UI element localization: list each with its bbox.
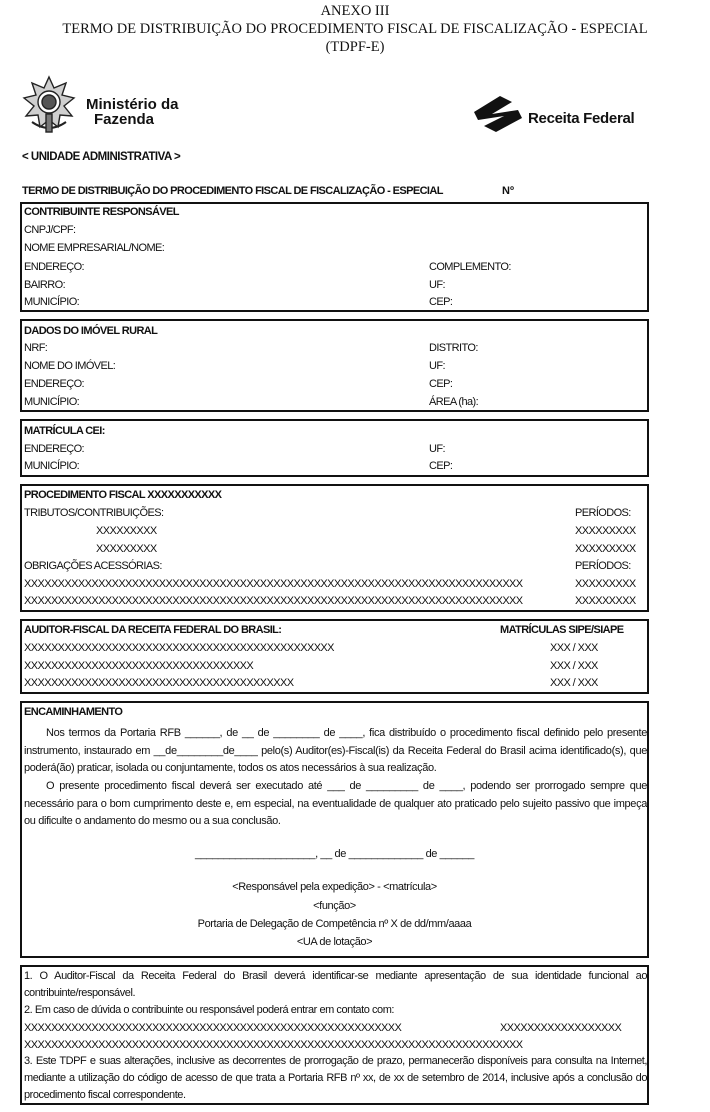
endereco-label: ENDEREÇO:	[24, 378, 84, 390]
cnpj-label: CNPJ/CPF:	[24, 224, 76, 236]
matricula-cei-section	[20, 419, 649, 477]
periodos-label: PERÍODOS:	[575, 507, 631, 519]
ministry-line-2: Fazenda	[94, 111, 155, 128]
auditor-name: XXXXXXXXXXXXXXXXXXXXXXXXXXXXXXXXXXXXXXXXXXXXXX	[24, 642, 334, 654]
encaminhamento-paragraph-1: Nos termos da Portaria RFB ______, de __ de ________ de ____, fica distribuído o procedimento fiscal definido pelo presente instrumento, instaurado em __de________de____ pelo(s) Auditor(es)-Fiscal(is) da Receita Federal do Brasil acima identificado(s), que poderá(ão) praticar, isolada ou conjuntamente, todos os atos necessários à sua realização.	[24, 727, 647, 774]
note-3: 3. Este TDPF e suas alterações, inclusive as decorrentes de prorrogação de prazo, permanecerão disponíveis para consulta na Internet, mediante a utilização do código de acesso de que trata a Portaria RFB nº xx, de xx de setembro de 2014, inclusive após a conclusão do procedimento fiscal correspondente.	[24, 1055, 647, 1101]
coat-of-arms-icon	[20, 74, 78, 141]
notes-section	[20, 965, 649, 1105]
note-2: 2. Em caso de dúvida o contribuinte ou responsável poderá entrar em contato com:	[24, 1004, 395, 1016]
ministry-line-1: Ministério da	[86, 96, 179, 113]
contribuinte-section	[20, 202, 649, 312]
matricula-heading: MATRÍCULA CEI:	[24, 425, 105, 437]
document-subtitle: (TDPF-E)	[325, 39, 385, 55]
auditor-code: XXX / XXX	[550, 677, 598, 689]
ministry-logo-text	[86, 97, 179, 127]
cep-label: CEP:	[429, 296, 453, 308]
receita-federal-logo-icon	[470, 92, 526, 139]
auditor-code: XXX / XXX	[550, 642, 598, 654]
periodo-value: XXXXXXXXX	[575, 525, 636, 537]
auditor-heading: AUDITOR-FISCAL DA RECEITA FEDERAL DO BRASIL:	[24, 624, 282, 636]
auditor-section	[20, 619, 649, 694]
endereco-label: ENDEREÇO:	[24, 443, 84, 455]
municipio-label: MUNICÍPIO:	[24, 296, 80, 308]
contribuinte-heading: CONTRIBUINTE RESPONSÁVEL	[24, 206, 179, 218]
periodo-value: XXXXXXXXX	[575, 578, 636, 590]
periodo-value: XXXXXXXXX	[575, 595, 636, 607]
area-label: ÁREA (ha):	[429, 396, 479, 408]
auditor-name: XXXXXXXXXXXXXXXXXXXXXXXXXXXXXXXXXXXXXXXX	[24, 677, 294, 689]
receita-federal-text: Receita Federal	[528, 110, 635, 127]
portaria-line: Portaria de Delegação de Competência nº X de dd/mm/aaaa	[197, 918, 472, 930]
tributo-value: XXXXXXXXX	[96, 525, 157, 537]
distrito-label: DISTRITO:	[429, 342, 478, 354]
termo-number-label: Nº	[502, 185, 514, 197]
imovel-rural-section	[20, 319, 649, 412]
municipio-label: MUNICÍPIO:	[24, 396, 80, 408]
matriculas-heading: MATRÍCULAS SIPE/SIAPE	[500, 624, 624, 636]
administrative-unit-label: < UNIDADE ADMINISTRATIVA >	[22, 151, 181, 163]
contact-line-2: XXXXXXXXXXXXXXXXXXXXXXXXXXXXXXXXXXXXXXXXXXXXXXXXXXXXXXXXXXXXXXXXXXXXXXXXXX	[24, 1039, 523, 1051]
encaminhamento-section	[20, 701, 649, 958]
encaminhamento-heading: ENCAMINHAMENTO	[24, 706, 123, 718]
contact-line-1a: XXXXXXXXXXXXXXXXXXXXXXXXXXXXXXXXXXXXXXXXXXXXXXXXXXXXXXXX	[24, 1022, 402, 1034]
auditor-name: XXXXXXXXXXXXXXXXXXXXXXXXXXXXXXXXXX	[24, 660, 254, 672]
imovel-heading: DADOS DO IMÓVEL RURAL	[24, 325, 158, 337]
contact-line-1b: XXXXXXXXXXXXXXXXXX	[500, 1022, 622, 1034]
auditor-code: XXX / XXX	[550, 660, 598, 672]
nome-imovel-label: NOME DO IMÓVEL:	[24, 360, 116, 372]
procedimento-heading: PROCEDIMENTO FISCAL XXXXXXXXXXX	[24, 489, 222, 501]
document-title: TERMO DE DISTRIBUIÇÃO DO PROCEDIMENTO FISCAL DE FISCALIZAÇÃO - ESPECIAL	[62, 21, 648, 37]
nrf-label: NRF:	[24, 342, 48, 354]
uf-label: UF:	[429, 443, 445, 455]
nome-empresarial-label: NOME EMPRESARIAL/NOME:	[24, 242, 165, 254]
obrigacao-value: XXXXXXXXXXXXXXXXXXXXXXXXXXXXXXXXXXXXXXXXXXXXXXXXXXXXXXXXXXXXXXXXXXXXXXXXXX	[24, 595, 523, 607]
complemento-label: COMPLEMENTO:	[429, 261, 511, 273]
cep-label: CEP:	[429, 460, 453, 472]
endereco-label: ENDEREÇO:	[24, 261, 84, 273]
funcao-line: <função>	[313, 900, 356, 912]
encaminhamento-paragraph-2: O presente procedimento fiscal deverá ser executado até ___ de _________ de ____, podendo ser prorrogado sempre que necessário para o bom cumprimento deste e, em especial, na eventualidade de qualquer ato praticado pelo sujeito passivo que impeça ou dificulte o andamento do mesmo ou a sua conclusão.	[24, 780, 647, 827]
tributos-label: TRIBUTOS/CONTRIBUIÇÕES:	[24, 507, 164, 519]
ua-lotacao-line: <UA de lotação>	[296, 936, 373, 948]
termo-label: TERMO DE DISTRIBUIÇÃO DO PROCEDIMENTO FISCAL DE FISCALIZAÇÃO - ESPECIAL	[22, 185, 443, 197]
periodo-value: XXXXXXXXX	[575, 543, 636, 555]
note-1: 1. O Auditor-Fiscal da Receita Federal do Brasil deverá identificar-se mediante apresentação de sua identidade funcional ao contribuinte/responsável.	[24, 970, 647, 999]
uf-label: UF:	[429, 360, 445, 372]
responsavel-line: <Responsável pela expedição> - <matrícula>	[232, 881, 437, 893]
cep-label: CEP:	[429, 378, 453, 390]
tributo-value: XXXXXXXXX	[96, 543, 157, 555]
annex-label: ANEXO III	[320, 3, 390, 19]
procedimento-fiscal-section	[20, 484, 649, 612]
document-title-block	[0, 2, 710, 56]
obrigacoes-label: OBRIGAÇÕES ACESSÓRIAS:	[24, 560, 162, 572]
uf-label: UF:	[429, 279, 445, 291]
municipio-label: MUNICÍPIO:	[24, 460, 80, 472]
periodos-label: PERÍODOS:	[575, 560, 631, 572]
date-line: _____________________, __ de _____________ de ______	[195, 848, 474, 860]
bairro-label: BAIRRO:	[24, 279, 66, 291]
obrigacao-value: XXXXXXXXXXXXXXXXXXXXXXXXXXXXXXXXXXXXXXXXXXXXXXXXXXXXXXXXXXXXXXXXXXXXXXXXXX	[24, 578, 523, 590]
